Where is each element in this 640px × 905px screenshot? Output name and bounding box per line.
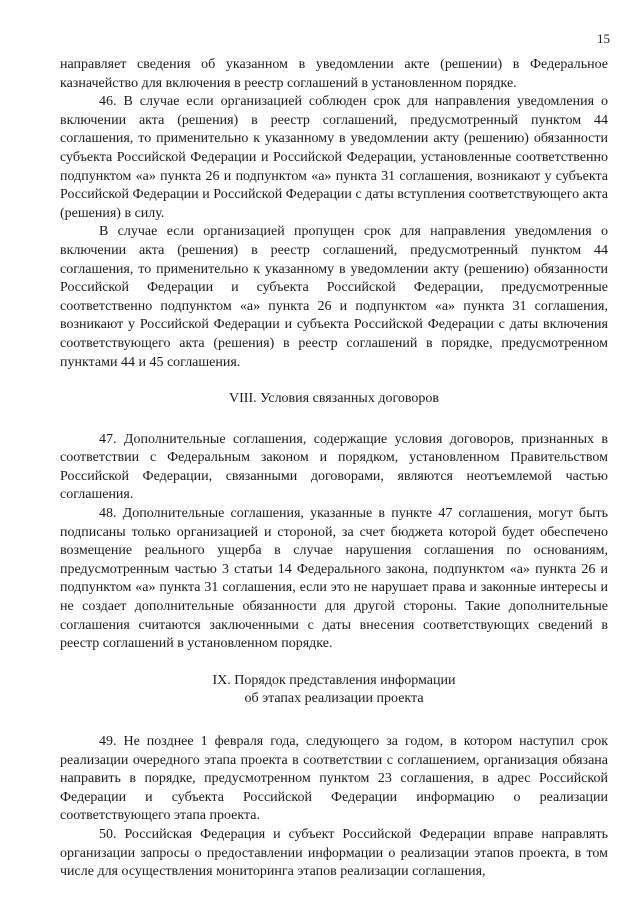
page-number: 15 [597,31,610,46]
paragraph-48: 48. Дополнительные соглашения, указанные в пункте 47 соглашения, могут быть подписаны только организацией и стороной, за счет бюджета которой будет обеспечено возмещение реального ущерба в случае нарушения соглашения по основаниям, предусмотренным частью 3 статьи 14 Федерального закона, подпунктом «а» пункта 26 и подпунктом «а» пункта 31 соглашения, если это не нарушает права и законные интересы и не создает дополнительные обязанности для другой стороны. Такие дополнительные соглашения считаются заключенными с даты внесения соответствующих сведений в реестр соглашений в установленном порядке. [60,506,608,652]
section-9-heading-line-1: IX. Порядок представления информации [212,672,456,688]
paragraph-45-continuation: направляет сведения об указанном в уведомлении акте (решении) в Федеральное казначейство для включения в реестр соглашений в установленном порядке. [60,57,608,91]
paragraph-49: 49. Не позднее 1 февраля года, следующего за годом, в котором наступил срок реализации очередного этапа проекта в соответствии с соглашением, организация обязана направить в порядке, предусмотренном пунктом 23 соглашения, в адрес Российской Федерации и субъекта Российской Федерации информацию о реализации соответствующего этапа проекта. [60,734,608,824]
paragraph-46: 46. В случае если организацией соблюден срок для направления уведомления о включении акта (решения) в реестр соглашений, предусмотренный пунктом 44 соглашения, то применительно к указанному в уведомлении акту (решению) обязанности субъекта Российской Федерации и Российской Федерации, установленные соответственно подпунктом «а» пункта 26 и подпунктом «а» пункта 31 соглашения, возникают у субъекта Российской Федерации и Российской Федерации с даты вступления соответствующего акта (решения) в силу. [60,94,608,221]
section-8-heading: VIII. Условия связанных договоров [229,391,439,407]
section-9-heading [60,672,608,709]
section-9-heading-line-2: об этапах реализации проекта [244,691,424,707]
paragraph-50: 50. Российская Федерация и субъект Российской Федерации вправе направлять организации запросы о предоставлении информации о реализации этапов проекта, в том числе для осуществления мониторинга этапов реализации соглашения, [60,826,608,880]
paragraph-46-second: В случае если организацией пропущен срок для направления уведомления о включении акта (решения) в реестр соглашений, предусмотренный пунктом 44 соглашения, то применительно к указанному в уведомлении акту (решению) обязанности Российской Федерации и субъекта Российской Федерации, предусмотренные соответственно подпунктом «а» пункта 26 и подпунктом «а» пункта 31 соглашения, возникают у Российской Федерации и субъекта Российской Федерации с даты включения соответствующего акта (решения) в реестр соглашений в порядке, предусмотренном пунктами 44 и 45 соглашения. [60,224,608,370]
document-body [60,56,608,882]
paragraph-47: 47. Дополнительные соглашения, содержащие условия договоров, признанных в соответствии с Федеральным законом и порядком, установленном Правительством Российской Федерации, связанными договорами, являются неотъемлемой частью соглашения. [60,431,608,503]
